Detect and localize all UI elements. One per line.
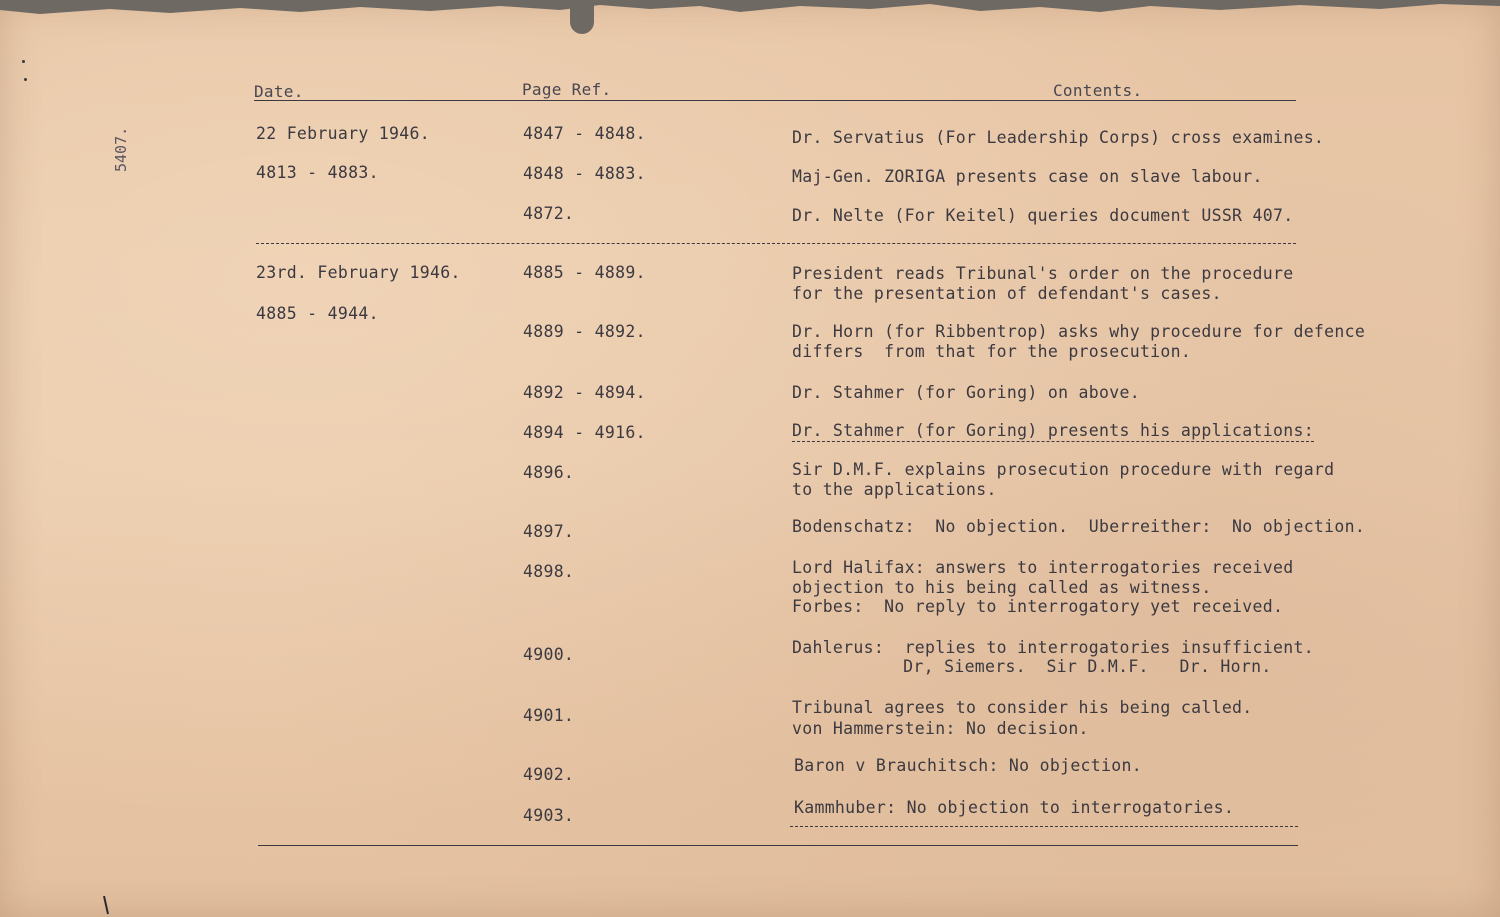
entry-content: Dahlerus: replies to interrogatories insufficient. — [792, 638, 1314, 657]
entry-ref: 4872. — [523, 204, 575, 223]
entry-content: Kammhuber: No objection to interrogatories. — [794, 798, 1235, 817]
entry-content: Dr. Servatius (For Leadership Corps) cross examines. — [792, 128, 1325, 147]
header-date: Date. — [254, 82, 304, 101]
entry-content: Forbes: No reply to interrogatory yet received. — [792, 597, 1284, 616]
entry-ref: 4894 - 4916. — [523, 423, 646, 442]
header-rule — [254, 100, 1296, 101]
entry-content: differs from that for the prosecution. — [792, 342, 1192, 361]
entry-content: objection to his being called as witness. — [792, 578, 1212, 597]
entry-ref: 4900. — [523, 645, 575, 664]
footer-rule-dashed — [790, 826, 1298, 827]
entry-content: Dr. Horn (for Ribbentrop) asks why procedure for defence — [792, 322, 1366, 341]
entry-ref: 4897. — [523, 522, 575, 541]
section-divider — [256, 243, 1296, 244]
side-number: 5407. — [112, 126, 130, 172]
entry-ref: 4896. — [523, 463, 575, 482]
entry-content: to the applications. — [792, 480, 997, 499]
section2-date: 23rd. February 1946. — [256, 263, 461, 282]
margin-dot — [24, 78, 27, 81]
entry-content: Bodenschatz: No objection. Uberreither: No objection. — [792, 517, 1366, 536]
entry-ref: 4901. — [523, 706, 575, 725]
entry-ref: 4892 - 4894. — [523, 383, 646, 402]
section2-range: 4885 - 4944. — [256, 304, 379, 323]
header-contents: Contents. — [1053, 81, 1143, 100]
torn-edge — [0, 0, 1500, 22]
entry-content: for the presentation of defendant's cases. — [792, 284, 1222, 303]
entry-content: Dr. Stahmer (for Goring) presents his applications: — [792, 421, 1314, 440]
entry-ref: 4889 - 4892. — [523, 322, 646, 341]
entry-content: President reads Tribunal's order on the procedure — [792, 264, 1294, 283]
entry-ref: 4847 - 4848. — [523, 124, 646, 143]
entry-content: Sir D.M.F. explains prosecution procedure with regard — [792, 460, 1335, 479]
entry-ref: 4848 - 4883. — [523, 164, 646, 183]
pencil-mark — [100, 896, 120, 916]
entry-ref: 4898. — [523, 562, 575, 581]
entry-ref: 4903. — [523, 806, 575, 825]
entry-content: Dr. Stahmer (for Goring) on above. — [792, 383, 1140, 402]
header-page-ref: Page Ref. — [522, 80, 612, 99]
entry-content: Dr, Siemers. Sir D.M.F. Dr. Horn. — [852, 657, 1272, 676]
binding-notch — [570, 0, 594, 34]
entry-ref: 4902. — [523, 765, 575, 784]
entry-content: Tribunal agrees to consider his being called. — [792, 698, 1253, 717]
entry-content: Maj-Gen. ZORIGA presents case on slave labour. — [792, 167, 1263, 186]
margin-dot — [22, 60, 25, 63]
footer-rule — [258, 845, 1298, 846]
entry-content: Baron v Brauchitsch: No objection. — [794, 756, 1142, 775]
entry-content: Dr. Nelte (For Keitel) queries document USSR 407. — [792, 206, 1294, 225]
entry-content: Lord Halifax: answers to interrogatories received — [792, 558, 1294, 577]
entry-content: von Hammerstein: No decision. — [792, 719, 1089, 738]
entry-ref: 4885 - 4889. — [523, 263, 646, 282]
section1-range: 4813 - 4883. — [256, 163, 379, 182]
section1-date: 22 February 1946. — [256, 124, 430, 143]
